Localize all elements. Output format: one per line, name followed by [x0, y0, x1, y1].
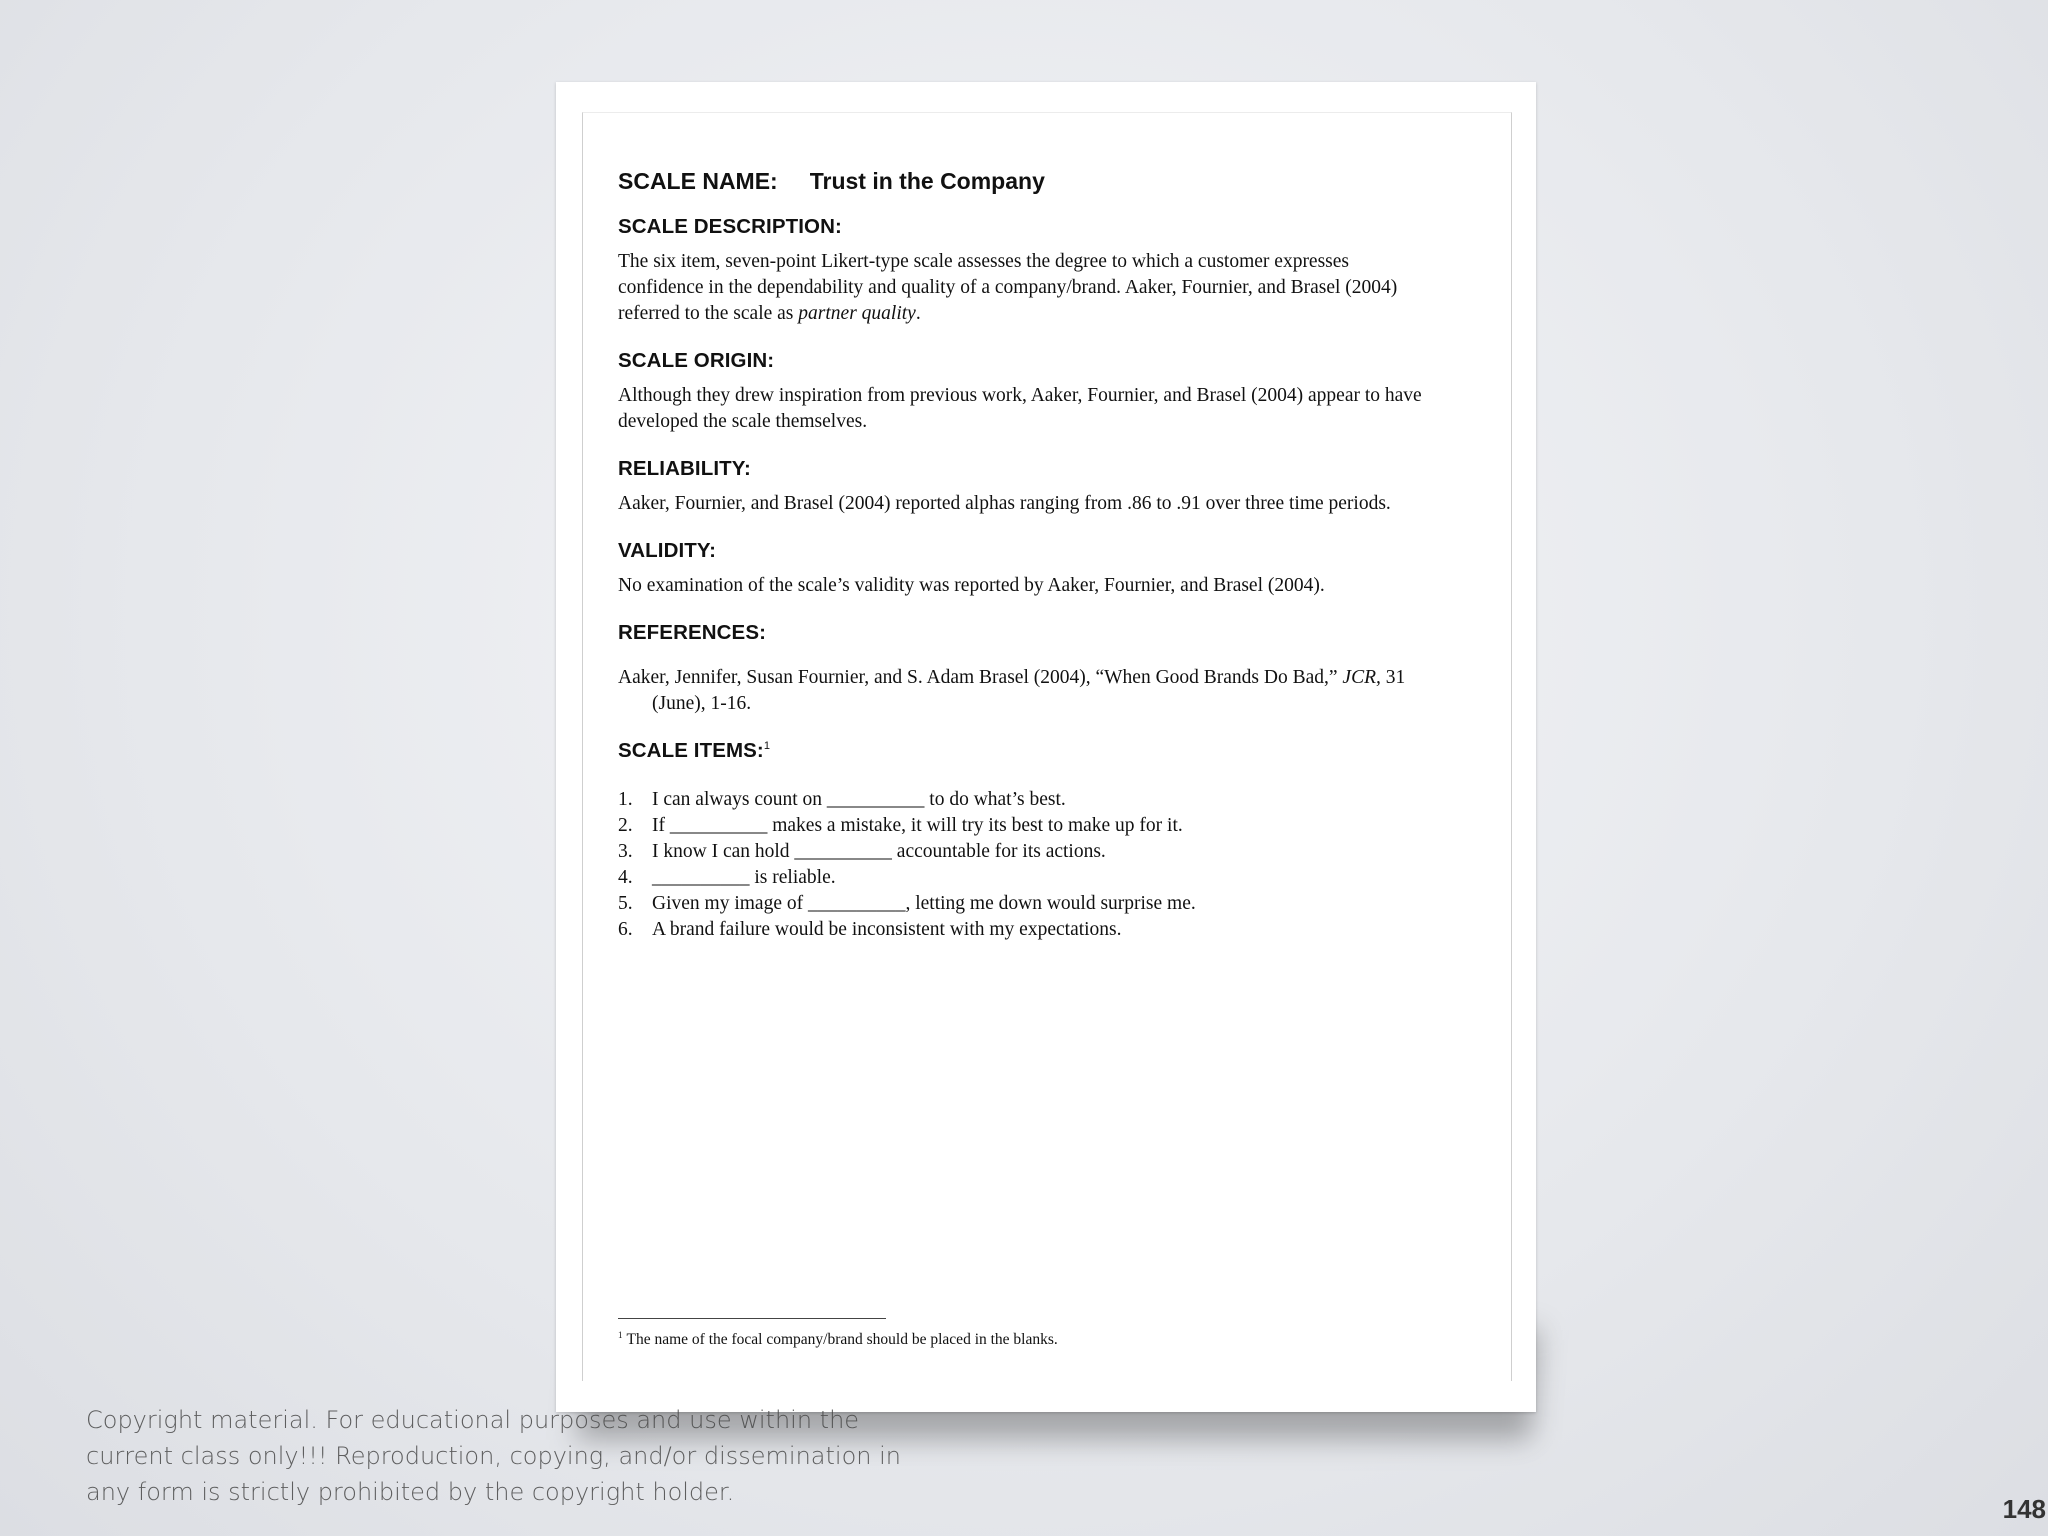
description-text-end: . [915, 303, 921, 324]
scale-item [618, 891, 1438, 917]
validity-text: No examination of the scale’s validity was reported by Aaker, Fournier, and Brasel (2004). [618, 575, 1325, 596]
footnote [618, 1330, 1058, 1349]
scale-item [618, 787, 1438, 813]
item-number: 5. [618, 893, 633, 914]
item-number: 1. [618, 789, 633, 810]
scale-item [618, 813, 1438, 839]
item-number: 4. [618, 867, 633, 888]
description-text [618, 249, 1438, 327]
items-heading-label: SCALE ITEMS: [618, 739, 764, 762]
footnote-text: The name of the focal company/brand should be placed in the blanks. [626, 1331, 1058, 1349]
reference-entry [618, 665, 1438, 717]
scale-items-list [618, 787, 1438, 943]
items-heading [618, 739, 1438, 763]
reference-journal: JCR, [1342, 667, 1381, 688]
footnote-rule [618, 1318, 886, 1319]
copyright-notice: Copyright material. For educational purposes and use within the current class only!!! Reproduction, copying, and/or dissemination in any form is strictly prohibited by the copyright holder. [86, 1406, 901, 1506]
item-text: If __________ makes a mistake, it will try its best to make up for it. [652, 815, 1183, 836]
scale-name-row [618, 168, 1438, 195]
description-text-main: The six item, seven-point Likert-type scale assesses the degree to which a customer expresses confidence in the dependability and quality of a company/brand. Aaker, Fournier, and Brasel (2004) referred to the scale as [618, 251, 1398, 324]
footnote-marker: 1 [618, 1330, 623, 1340]
item-number: 3. [618, 841, 633, 862]
items-footnote-marker: 1 [763, 740, 771, 753]
item-number: 6. [618, 919, 633, 940]
item-text: Given my image of __________, letting me down would surprise me. [652, 893, 1196, 914]
description-heading: SCALE DESCRIPTION: [618, 215, 842, 238]
reliability-heading: RELIABILITY: [618, 457, 751, 480]
item-text: I can always count on __________ to do what’s best. [652, 789, 1066, 810]
document-page [556, 82, 1536, 1412]
scale-name-label: SCALE NAME: [618, 168, 778, 194]
origin-heading: SCALE ORIGIN: [618, 349, 775, 372]
page-number: 148 [2002, 1494, 2046, 1524]
scale-name-value: Trust in the Company [809, 168, 1045, 194]
scale-item [618, 865, 1438, 891]
reference-text-end: 31 (June), 1-16. [652, 667, 1406, 714]
document-body [618, 168, 1438, 943]
scale-item [618, 917, 1438, 943]
reliability-text: Aaker, Fournier, and Brasel (2004) reported alphas ranging from .86 to .91 over three time periods. [618, 493, 1391, 514]
validity-heading: VALIDITY: [618, 539, 717, 562]
references-heading: REFERENCES: [618, 621, 767, 644]
item-text: A brand failure would be inconsistent with my expectations. [652, 919, 1122, 940]
scale-item [618, 839, 1438, 865]
item-number: 2. [618, 815, 633, 836]
item-text: __________ is reliable. [652, 867, 836, 888]
description-text-italic: partner quality [798, 303, 916, 324]
reference-text-main: Aaker, Jennifer, Susan Fournier, and S. Adam Brasel (2004), “When Good Brands Do Bad,” [618, 667, 1343, 688]
origin-text: Although they drew inspiration from previous work, Aaker, Fournier, and Brasel (2004) appear to have developed the scale themselves. [618, 385, 1422, 432]
item-text: I know I can hold __________ accountable for its actions. [652, 841, 1106, 862]
